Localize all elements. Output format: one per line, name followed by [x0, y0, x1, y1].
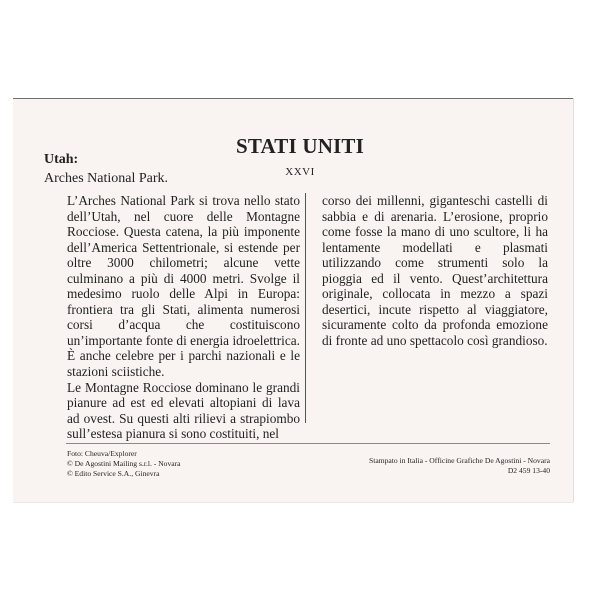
footer-rule [66, 443, 550, 444]
left-text-column [67, 193, 300, 442]
photo-credits [67, 449, 181, 479]
place-name: Arches National Park. [44, 171, 169, 186]
catalog-code: D2 459 13-40 [507, 466, 550, 475]
card-title: STATI UNITI [235, 134, 365, 158]
paragraph: Le Montagne Rocciose dominano le grandi pianure ad est ed elevati altopiani di lava ad ovest. Su questi alti rilievi a strapiombo sull’estesa pianura si sono costituiti, nel [67, 379, 300, 442]
right-text-column [322, 193, 548, 348]
paragraph: L’Arches National Park si trova nello stato dell’Utah, nel cuore delle Montagne Rocciose. Questa catena, la più imponente dell’America Settentrionale, si estende per oltre 3000 chilometri; alcune vette culminano a più di 4000 metri. Svolge il medesimo ruolo delle Alpi in Europa: frontiera tra gli Stati, alimenta numerosi corsi d’acqua che costituiscono un’importante fonte di energia idroelettrica. È anche celebre per i parchi nazionali e le stazioni sciistiche. [67, 193, 300, 380]
column-divider [305, 193, 306, 423]
print-info [369, 456, 550, 476]
region-label: Utah: [44, 152, 79, 167]
card-number: XXVI [285, 166, 315, 178]
credit-line: © Edito Service S.A., Ginevra [67, 469, 160, 478]
printer-line: Stampato in Italia - Officine Grafiche De Agostini - Novara [369, 456, 550, 465]
credit-line: Foto: Cheuva/Explorer [67, 449, 137, 458]
credit-line: © De Agostini Mailing s.r.l. - Novara [67, 459, 181, 468]
paragraph: corso dei millenni, giganteschi castelli di sabbia e di arenaria. L’erosione, proprio come fosse la mano di uno scultore, li ha lentamente modellati e plasmati utilizzando come strumenti solo la pioggia ed il vento. Quest’architettura originale, collocata in mezzo a spazi desertici, incute rispetto al viaggiatore, sicuramente colto da profonda emozione di fronte ad uno spettacolo così grandioso. [322, 193, 548, 348]
